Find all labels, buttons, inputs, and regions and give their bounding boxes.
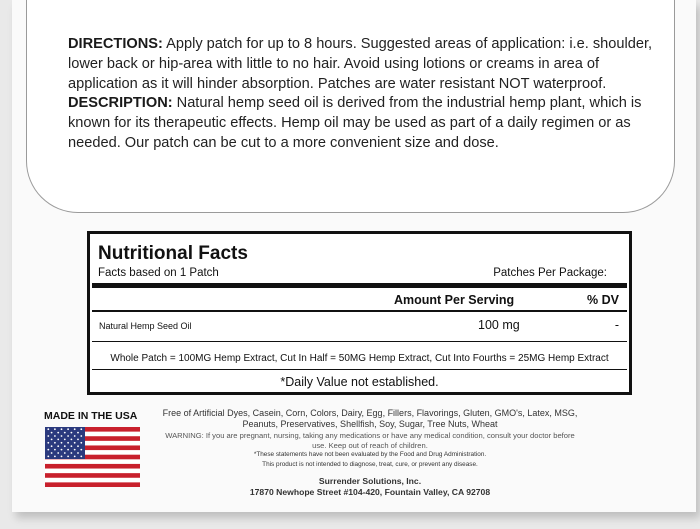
- flag-star: [67, 435, 69, 437]
- flag-star: [74, 442, 76, 444]
- flag-star: [47, 428, 49, 430]
- flag-star: [61, 449, 63, 451]
- flag-stripe: [45, 464, 140, 469]
- free-of-text: Free of Artificial Dyes, Casein, Corn, Colors, Dairy, Egg, Fillers, Flavorings, Gluten, GMO's, Latex, MSG, Peanuts, Preservatives, Shellfish, Soy, Sugar, Tree Nuts, Wheat: [162, 408, 578, 429]
- description-paragraph: [68, 94, 668, 153]
- patches-per-package: Patches Per Package:: [493, 267, 607, 279]
- note-divider: [92, 369, 627, 370]
- flag-star: [51, 432, 53, 434]
- directions-label: DIRECTIONS:: [68, 36, 163, 52]
- flag-star: [67, 449, 69, 451]
- flag-star: [77, 439, 79, 441]
- dv-header: % DV: [587, 293, 619, 307]
- flag-star: [74, 428, 76, 430]
- description-label: DESCRIPTION:: [68, 95, 173, 112]
- flag-star: [47, 442, 49, 444]
- flag-star: [67, 442, 69, 444]
- flag-star: [57, 432, 59, 434]
- product-disclaimer: This product is not intended to diagnose, treat, cure, or prevent any disease.: [262, 460, 478, 468]
- flag-star: [64, 432, 66, 434]
- flag-star: [77, 432, 79, 434]
- flag-star: [51, 445, 53, 447]
- flag-stripe: [45, 473, 140, 478]
- nutrition-title: Nutritional Facts: [98, 243, 248, 264]
- flag-star: [61, 435, 63, 437]
- flag-star: [80, 428, 82, 430]
- flag-star: [64, 445, 66, 447]
- fda-statement: *These statements have not been evaluated by the Food and Drug Administration.: [253, 451, 487, 458]
- flag-star: [54, 428, 56, 430]
- description-text: Natural hemp seed oil is derived from the industrial hemp plant, which is known for its therapeutic effects. Hemp oil may be used as part of a daily regimen or as needed. Our patch can be cut to a more convenient size and dose.: [68, 95, 642, 151]
- header-divider: [92, 310, 627, 312]
- ingredient-amount: 100 mg: [478, 318, 520, 332]
- flag-stripe: [45, 482, 140, 487]
- flag-star: [54, 456, 56, 458]
- directions-text: Apply patch for up to 8 hours. Suggested areas of application: i.e. shoulder, lower back or hip-area with little to no hair. Avoid using lotions or creams in area of application as it will hinder absorption. Patches are water resistant NOT waterproof.: [68, 36, 653, 92]
- flag-star: [71, 452, 73, 454]
- flag-star: [51, 452, 53, 454]
- dv-footnote: *Daily Value not established.: [280, 375, 439, 389]
- flag-star: [74, 456, 76, 458]
- flag-star: [47, 456, 49, 458]
- flag-star: [74, 449, 76, 451]
- row-divider: [92, 341, 627, 342]
- ingredient-dv: -: [614, 318, 619, 332]
- flag-star: [80, 456, 82, 458]
- us-flag-icon: [45, 427, 140, 487]
- thick-divider: [92, 283, 627, 288]
- nutrition-facts-panel: [87, 231, 632, 395]
- flag-star: [51, 439, 53, 441]
- flag-star: [77, 452, 79, 454]
- warning-text: WARNING: If you are pregnant, nursing, taking any medications or have any medical condition, consult your doctor before use. Keep out of reach of children.: [165, 431, 575, 450]
- flag-star: [71, 445, 73, 447]
- flag-star: [47, 435, 49, 437]
- flag-star: [80, 435, 82, 437]
- flag-star: [74, 435, 76, 437]
- flag-star: [64, 439, 66, 441]
- dose-note: Whole Patch = 100MG Hemp Extract, Cut In Half = 50MG Hemp Extract, Cut Into Fourths = 25MG Hemp Extract: [110, 353, 609, 364]
- fine-print: [160, 408, 580, 497]
- flag-star: [80, 442, 82, 444]
- flag-star: [71, 432, 73, 434]
- flag-star: [57, 445, 59, 447]
- made-in-usa-label: MADE IN THE USA: [44, 410, 138, 422]
- ingredient-name: Natural Hemp Seed Oil: [99, 321, 192, 331]
- flag-star: [67, 428, 69, 430]
- company-name: Surrender Solutions, Inc.: [318, 476, 422, 486]
- flag-star: [54, 442, 56, 444]
- flag-star: [67, 456, 69, 458]
- flag-star: [64, 452, 66, 454]
- company-address: 17870 Newhope Street #104-420, Fountain Valley, CA 92708: [249, 486, 491, 497]
- amount-header: Amount Per Serving: [394, 293, 515, 307]
- flag-star: [71, 439, 73, 441]
- flag-star: [61, 442, 63, 444]
- flag-star: [61, 428, 63, 430]
- flag-star: [54, 435, 56, 437]
- flag-star: [57, 439, 59, 441]
- flag-star: [80, 449, 82, 451]
- flag-star: [54, 449, 56, 451]
- flap-text: [68, 35, 668, 154]
- flag-star: [47, 449, 49, 451]
- directions-paragraph: [68, 35, 668, 94]
- flag-star: [61, 456, 63, 458]
- serving-basis: Facts based on 1 Patch: [98, 267, 219, 279]
- flag-star: [57, 452, 59, 454]
- flag-star: [77, 445, 79, 447]
